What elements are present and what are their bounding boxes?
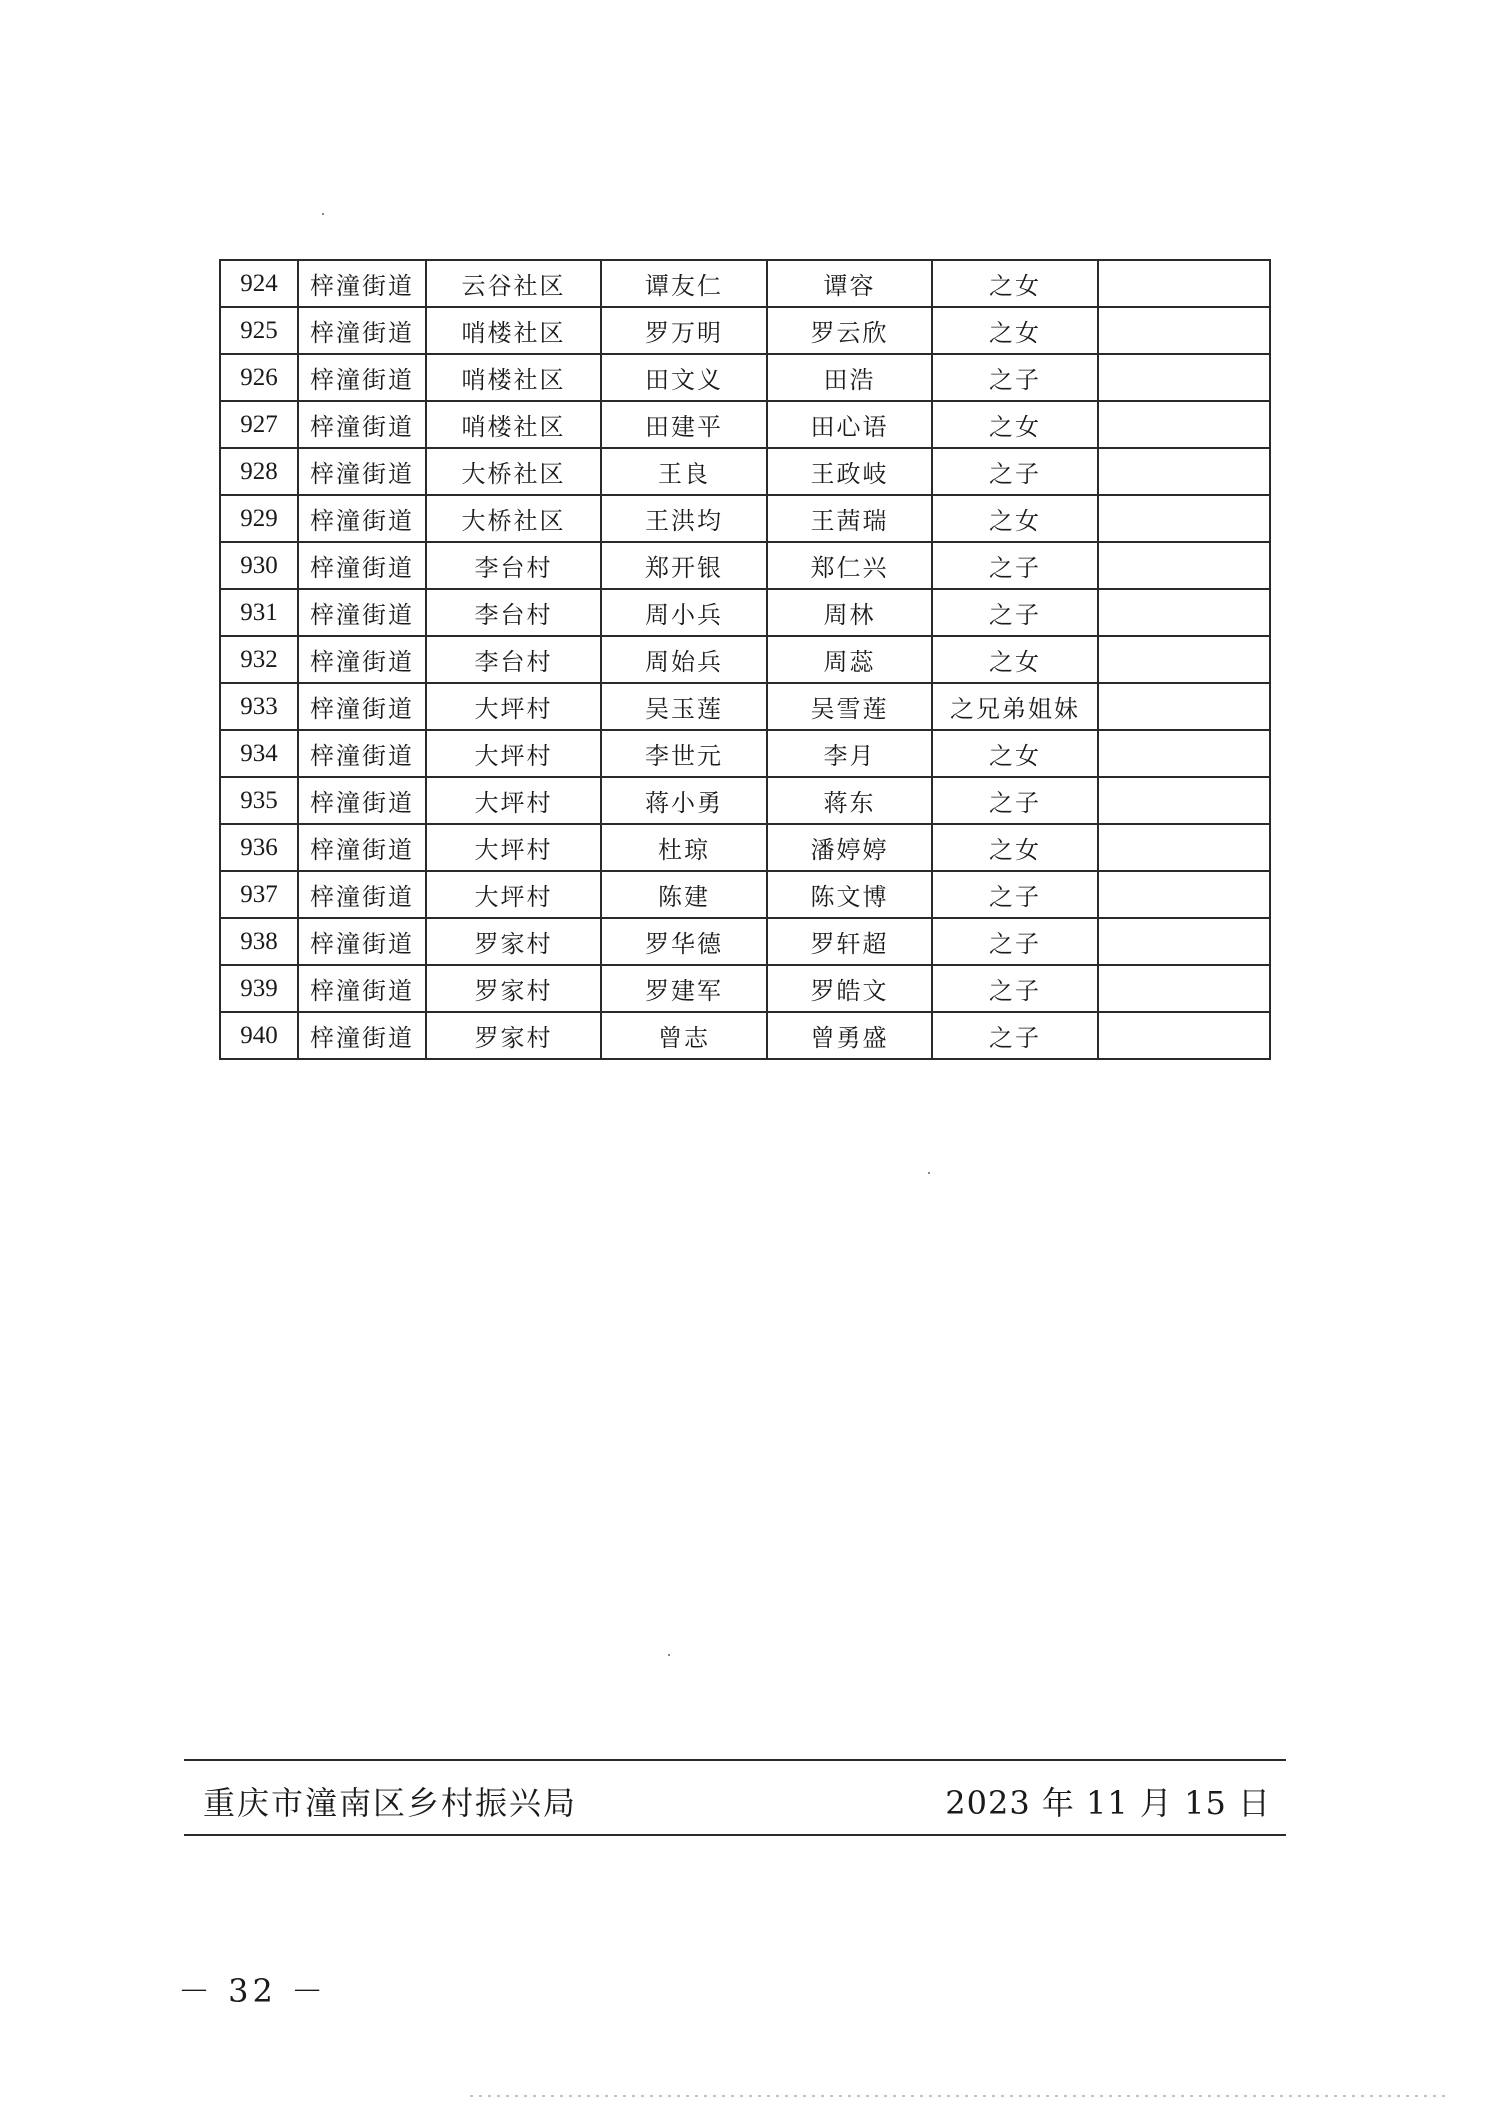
cell-note xyxy=(1098,307,1270,354)
table-row xyxy=(220,824,1270,871)
cell-village: 大坪村 xyxy=(426,730,601,777)
cell-number: 931 xyxy=(220,589,298,636)
cell-relation: 之女 xyxy=(932,730,1098,777)
cell-number: 926 xyxy=(220,354,298,401)
scan-noise xyxy=(470,2095,1450,2097)
cell-relation: 之女 xyxy=(932,307,1098,354)
cell-parent-name: 罗华德 xyxy=(601,918,767,965)
cell-note xyxy=(1098,401,1270,448)
roster-table xyxy=(219,259,1271,1060)
roster-table-body xyxy=(220,260,1270,1059)
cell-relation: 之女 xyxy=(932,260,1098,307)
cell-village: 哨楼社区 xyxy=(426,401,601,448)
cell-parent-name: 罗建军 xyxy=(601,965,767,1012)
cell-street: 梓潼街道 xyxy=(298,542,426,589)
cell-village: 大坪村 xyxy=(426,683,601,730)
cell-note xyxy=(1098,354,1270,401)
cell-number: 939 xyxy=(220,965,298,1012)
cell-street: 梓潼街道 xyxy=(298,871,426,918)
cell-note xyxy=(1098,495,1270,542)
cell-parent-name: 王洪均 xyxy=(601,495,767,542)
table-row xyxy=(220,871,1270,918)
table-row xyxy=(220,918,1270,965)
cell-note xyxy=(1098,589,1270,636)
cell-parent-name: 田建平 xyxy=(601,401,767,448)
cell-parent-name: 李世元 xyxy=(601,730,767,777)
cell-child-name: 陈文博 xyxy=(767,871,932,918)
table-row xyxy=(220,730,1270,777)
cell-village: 李台村 xyxy=(426,636,601,683)
cell-parent-name: 罗万明 xyxy=(601,307,767,354)
cell-street: 梓潼街道 xyxy=(298,636,426,683)
scan-speck xyxy=(928,1172,930,1174)
cell-street: 梓潼街道 xyxy=(298,401,426,448)
table-row xyxy=(220,636,1270,683)
table-row xyxy=(220,589,1270,636)
cell-note xyxy=(1098,542,1270,589)
cell-note xyxy=(1098,636,1270,683)
cell-street: 梓潼街道 xyxy=(298,354,426,401)
cell-village: 大坪村 xyxy=(426,824,601,871)
cell-child-name: 谭容 xyxy=(767,260,932,307)
cell-village: 大坪村 xyxy=(426,871,601,918)
cell-village: 哨楼社区 xyxy=(426,307,601,354)
cell-relation: 之子 xyxy=(932,354,1098,401)
cell-street: 梓潼街道 xyxy=(298,683,426,730)
cell-child-name: 周林 xyxy=(767,589,932,636)
cell-parent-name: 陈建 xyxy=(601,871,767,918)
cell-number: 933 xyxy=(220,683,298,730)
cell-child-name: 王政岐 xyxy=(767,448,932,495)
cell-child-name: 周蕊 xyxy=(767,636,932,683)
cell-child-name: 蒋东 xyxy=(767,777,932,824)
cell-parent-name: 吴玉莲 xyxy=(601,683,767,730)
cell-village: 罗家村 xyxy=(426,965,601,1012)
cell-relation: 之子 xyxy=(932,542,1098,589)
cell-relation: 之女 xyxy=(932,636,1098,683)
cell-note xyxy=(1098,777,1270,824)
cell-relation: 之子 xyxy=(932,871,1098,918)
cell-number: 932 xyxy=(220,636,298,683)
cell-child-name: 罗云欣 xyxy=(767,307,932,354)
cell-child-name: 田浩 xyxy=(767,354,932,401)
cell-note xyxy=(1098,730,1270,777)
cell-number: 925 xyxy=(220,307,298,354)
cell-street: 梓潼街道 xyxy=(298,495,426,542)
cell-number: 927 xyxy=(220,401,298,448)
table-row xyxy=(220,354,1270,401)
cell-relation: 之女 xyxy=(932,401,1098,448)
cell-village: 罗家村 xyxy=(426,918,601,965)
cell-street: 梓潼街道 xyxy=(298,730,426,777)
table-row xyxy=(220,448,1270,495)
cell-village: 李台村 xyxy=(426,542,601,589)
cell-number: 936 xyxy=(220,824,298,871)
cell-village: 哨楼社区 xyxy=(426,354,601,401)
cell-relation: 之子 xyxy=(932,589,1098,636)
table-row xyxy=(220,1012,1270,1059)
cell-village: 罗家村 xyxy=(426,1012,601,1059)
cell-village: 大桥社区 xyxy=(426,448,601,495)
cell-child-name: 田心语 xyxy=(767,401,932,448)
cell-note xyxy=(1098,260,1270,307)
cell-parent-name: 周小兵 xyxy=(601,589,767,636)
cell-street: 梓潼街道 xyxy=(298,589,426,636)
cell-village: 云谷社区 xyxy=(426,260,601,307)
cell-street: 梓潼街道 xyxy=(298,824,426,871)
footer-top-rule xyxy=(184,1759,1286,1761)
table-row xyxy=(220,401,1270,448)
cell-number: 938 xyxy=(220,918,298,965)
cell-street: 梓潼街道 xyxy=(298,448,426,495)
cell-street: 梓潼街道 xyxy=(298,307,426,354)
table-row xyxy=(220,307,1270,354)
footer-bottom-rule xyxy=(184,1834,1286,1836)
cell-number: 940 xyxy=(220,1012,298,1059)
table-row xyxy=(220,495,1270,542)
cell-village: 李台村 xyxy=(426,589,601,636)
cell-village: 大坪村 xyxy=(426,777,601,824)
cell-number: 928 xyxy=(220,448,298,495)
scan-speck xyxy=(322,213,324,215)
scan-speck xyxy=(668,1654,670,1656)
cell-child-name: 王茜瑞 xyxy=(767,495,932,542)
cell-street: 梓潼街道 xyxy=(298,260,426,307)
cell-note xyxy=(1098,448,1270,495)
cell-child-name: 郑仁兴 xyxy=(767,542,932,589)
cell-parent-name: 蒋小勇 xyxy=(601,777,767,824)
cell-child-name: 潘婷婷 xyxy=(767,824,932,871)
cell-number: 934 xyxy=(220,730,298,777)
cell-parent-name: 田文义 xyxy=(601,354,767,401)
cell-number: 929 xyxy=(220,495,298,542)
cell-note xyxy=(1098,1012,1270,1059)
cell-village: 大桥社区 xyxy=(426,495,601,542)
cell-street: 梓潼街道 xyxy=(298,965,426,1012)
table-row xyxy=(220,965,1270,1012)
cell-parent-name: 周始兵 xyxy=(601,636,767,683)
cell-parent-name: 郑开银 xyxy=(601,542,767,589)
cell-relation: 之子 xyxy=(932,965,1098,1012)
cell-parent-name: 王良 xyxy=(601,448,767,495)
cell-note xyxy=(1098,683,1270,730)
cell-street: 梓潼街道 xyxy=(298,777,426,824)
cell-note xyxy=(1098,824,1270,871)
cell-note xyxy=(1098,918,1270,965)
cell-relation: 之女 xyxy=(932,824,1098,871)
cell-parent-name: 杜琼 xyxy=(601,824,767,871)
issue-date: 2023 年 11 月 15 日 xyxy=(945,1784,1271,1822)
table-row xyxy=(220,777,1270,824)
cell-parent-name: 谭友仁 xyxy=(601,260,767,307)
cell-relation: 之兄弟姐妹 xyxy=(932,683,1098,730)
cell-child-name: 罗轩超 xyxy=(767,918,932,965)
cell-child-name: 李月 xyxy=(767,730,932,777)
cell-relation: 之子 xyxy=(932,777,1098,824)
cell-note xyxy=(1098,871,1270,918)
cell-relation: 之子 xyxy=(932,448,1098,495)
cell-number: 937 xyxy=(220,871,298,918)
cell-parent-name: 曾志 xyxy=(601,1012,767,1059)
cell-number: 930 xyxy=(220,542,298,589)
cell-street: 梓潼街道 xyxy=(298,1012,426,1059)
cell-note xyxy=(1098,965,1270,1012)
cell-number: 935 xyxy=(220,777,298,824)
issuer-name: 重庆市潼南区乡村振兴局 xyxy=(203,1784,578,1822)
cell-child-name: 罗皓文 xyxy=(767,965,932,1012)
table-row xyxy=(220,260,1270,307)
cell-child-name: 吴雪莲 xyxy=(767,683,932,730)
cell-street: 梓潼街道 xyxy=(298,918,426,965)
cell-relation: 之子 xyxy=(932,918,1098,965)
cell-relation: 之子 xyxy=(932,1012,1098,1059)
cell-number: 924 xyxy=(220,260,298,307)
cell-relation: 之女 xyxy=(932,495,1098,542)
table-row xyxy=(220,683,1270,730)
cell-child-name: 曾勇盛 xyxy=(767,1012,932,1059)
page-number: － 32 － xyxy=(178,1972,328,2010)
table-row xyxy=(220,542,1270,589)
